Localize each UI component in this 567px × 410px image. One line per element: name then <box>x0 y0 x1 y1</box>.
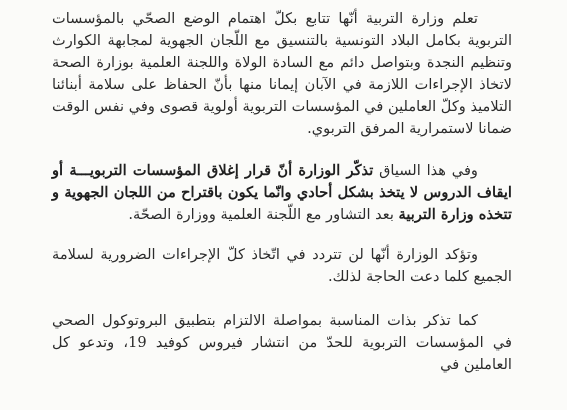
paragraph-4-text: كما تذكر بذات المناسبة بمواصلة الالتزام بتطبيق البروتوكول الصحي في المؤسسات التربوية للحدّ من انتشار فيروس كوفيد 19، وتدعو كل العاملين في <box>52 312 512 373</box>
paragraph-1-text: تعلم وزارة التربية أنّها تتابع بكلّ اهتمام الوضع الصحّي بالمؤسسات التربوية بكامل البلاد التونسية بالتنسيق مع اللّجان الجهوية لمجابهة الكوارث وتنظيم النجدة وبتواصل دائم مع السادة الولاة واللجنة العلمية بوزارة الصحة لاتخاذ الإجراءات اللازمة في الآبان إيمانا منها بأنّ الحفاظ على سلامة أبنائنا التلاميذ وكلّ العاملين في المؤسسات التربوية أولوية قصوى وفي نفس الوقت ضمانا لاستمرارية المرفق التربوي. <box>52 10 512 137</box>
paragraph-3-text: وتؤكد الوزارة أنّها لن تتردد في اتّخاذ كلّ الإجراءات الضرورية لسلامة الجميع كلما دعت الحاجة لذلك. <box>52 246 512 285</box>
paragraph-2 <box>52 160 512 226</box>
paragraph-1 <box>52 8 512 140</box>
paragraph-2-tail: بعد التشاور مع اللّجنة العلمية ووزارة الصحّة. <box>128 206 399 223</box>
paragraph-3 <box>52 244 512 288</box>
paragraph-2-intro: وفي هذا السياق <box>373 162 478 179</box>
paragraph-4 <box>52 310 512 376</box>
paragraph-2-bold-statement: تذكّر الوزارة أنّ قرار إغلاق المؤسسات التربويـــة أو ايقاف الدروس لا يتخذ بشكل أحادي وانّما يكون باقتراح من اللجان الجهوية و تتخذه وزارة التربية <box>52 162 512 223</box>
